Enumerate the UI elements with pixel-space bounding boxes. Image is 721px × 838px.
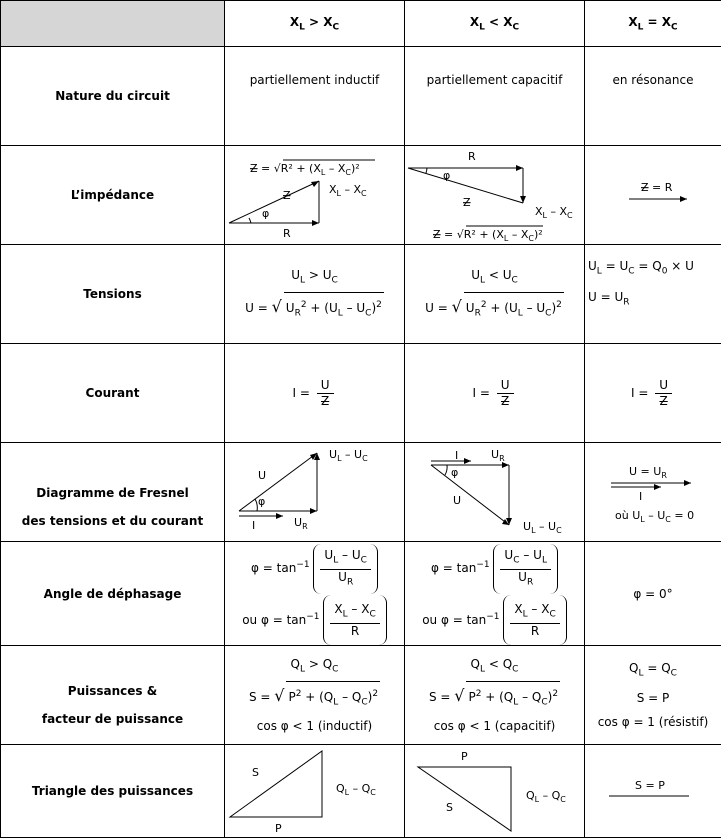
nature-capacitive: partiellement capacitif <box>405 47 585 146</box>
fresnel-side-capacitive: $U_L - U_C$ <box>523 520 562 535</box>
nature-resonance: en résonance <box>585 47 721 146</box>
fresnel-capacitive-cell <box>405 443 585 542</box>
impedance-hyp-capacitive: Z <box>463 196 471 209</box>
fresnel-diagram-inductive <box>225 443 405 542</box>
row-label-fresnel <box>1 443 225 542</box>
puissances-resonance-line2: S = P <box>585 686 721 710</box>
tensions-inductive-line2: U = √ $U_R^2 + (U_L - U_C)^2$ <box>225 292 404 325</box>
tensions-capacitive <box>405 245 585 344</box>
impedance-inductive-cell <box>225 146 405 245</box>
impedance-triangle-inductive <box>225 146 405 245</box>
angle-resonance: φ = 0° <box>585 542 721 646</box>
row-label-triangle: Triangle des puissances <box>1 745 225 838</box>
tensions-resonance <box>585 245 721 344</box>
power-triangle-capacitive <box>405 745 585 838</box>
impedance-side-inductive: $X_L - X_C$ <box>329 183 367 198</box>
row-courant <box>1 344 721 443</box>
triangle-resonance-cell <box>585 745 721 838</box>
tensions-inductive <box>225 245 405 344</box>
row-label-tensions: Tensions <box>1 245 225 344</box>
impedance-resonance-vector <box>585 146 721 245</box>
row-label-nature: Nature du circuit <box>1 47 225 146</box>
puissances-inductive-line2: S = √ $P^2 + (Q_L - Q_C)^2$ <box>225 681 404 714</box>
header-col-resonance: $X_L = X_C$ <box>585 1 721 47</box>
fresnel-UR-capacitive: $U_R$ <box>491 448 505 463</box>
triangle-capacitive-cell <box>405 745 585 838</box>
triangle-inductive-cell <box>225 745 405 838</box>
header-col-inductive: $X_L > X_C$ <box>225 1 405 47</box>
puissances-label-line1: Puissances & <box>1 657 224 705</box>
courant-fraction: $\frac{U}{Z}$ <box>317 378 334 409</box>
courant-prefix: I = <box>292 386 309 400</box>
fresnel-diagram-resonance <box>585 443 721 542</box>
power-S-inductive: S <box>252 766 259 779</box>
fresnel-angle-capacitive: φ <box>451 466 458 479</box>
impedance-side-capacitive: $X_L - X_C$ <box>535 205 573 220</box>
impedance-base-inductive: R <box>283 227 291 240</box>
angle-capacitive <box>405 542 585 646</box>
impedance-capacitive-cell <box>405 146 585 245</box>
puissances-capacitive <box>405 646 585 745</box>
fresnel-top-resonance: $U = U_R$ <box>629 465 667 480</box>
impedance-top-capacitive: R <box>468 150 476 163</box>
angle-inductive-line2: ou $\varphi = \tan^{-1}$ $\frac{X_L - X_C}{R}$ <box>225 594 404 646</box>
fresnel-I-resonance: I <box>639 490 642 503</box>
puissances-capacitive-line3: cos φ < 1 (capacitif) <box>405 714 584 738</box>
power-resonance-line <box>585 745 721 838</box>
tensions-capacitive-line2: U = √ $U_R^2 + (U_L - U_C)^2$ <box>405 292 584 325</box>
fresnel-label-line1: Diagramme de Fresnel <box>1 449 224 507</box>
power-top-capacitive: P <box>461 750 468 763</box>
fresnel-resonance-cell <box>585 443 721 542</box>
tensions-capacitive-line1: $U_L < U_C$ <box>405 263 584 292</box>
row-label-impedance: L’impédance <box>1 146 225 245</box>
impedance-resonance-cell <box>585 146 721 245</box>
fresnel-I-capacitive: I <box>455 449 458 462</box>
row-angle <box>1 542 721 646</box>
power-S-capacitive: S <box>446 801 453 814</box>
tensions-resonance-line1: $U_L = U_C = Q_0 \times U$ <box>588 253 721 284</box>
angle-inductive <box>225 542 405 646</box>
impedance-formula-inductive: $Z = √R^2 + (X_L - X_C)^2$ <box>250 162 360 177</box>
tensions-inductive-line1: $U_L > U_C$ <box>225 263 404 292</box>
angle-capacitive-line1: $\varphi = \tan^{-1}$ $\frac{U_C - U_L}{U_R}$ <box>405 542 584 594</box>
row-label-courant: Courant <box>1 344 225 443</box>
puissances-capacitive-line1: $Q_L < Q_C$ <box>405 652 584 681</box>
power-triangle-inductive <box>225 745 405 838</box>
fresnel-note-resonance: où $U_L - U_C = 0$ <box>615 509 694 524</box>
fresnel-label-line2: des tensions et du courant <box>1 507 224 535</box>
impedance-resonance-label: Z = R <box>641 181 673 194</box>
fresnel-I-inductive: I <box>252 519 255 532</box>
row-impedance <box>1 146 721 245</box>
angle-inductive-line1: $\varphi = \tan^{-1}$ $\frac{U_L - U_C}{U_R}$ <box>225 542 404 594</box>
row-tensions <box>1 245 721 344</box>
puissances-resonance-line3: cos φ = 1 (résistif) <box>585 710 721 734</box>
tensions-resonance-line2: $U = U_R$ <box>588 284 721 315</box>
power-side-inductive: $Q_L - Q_C$ <box>336 782 376 797</box>
impedance-angle-inductive: φ <box>262 207 269 220</box>
power-side-capacitive: $Q_L - Q_C$ <box>526 789 566 804</box>
header-col-capacitive: $X_L < X_C$ <box>405 1 585 47</box>
row-triangle <box>1 745 721 838</box>
puissances-resonance <box>585 646 721 745</box>
fresnel-UR-inductive: $U_R$ <box>294 516 308 531</box>
fresnel-angle-inductive: φ <box>258 495 265 508</box>
courant-fraction: $\frac{U}{Z}$ <box>497 378 514 409</box>
row-label-puissances <box>1 646 225 745</box>
row-fresnel <box>1 443 721 542</box>
nature-inductive: partiellement inductif <box>225 47 405 146</box>
power-base-inductive: P <box>275 822 282 835</box>
puissances-capacitive-line2: S = √ $P^2 + (Q_L - Q_C)^2$ <box>405 681 584 714</box>
header-corner <box>1 1 225 47</box>
puissances-resonance-line1: $Q_L = Q_C$ <box>585 656 721 685</box>
courant-inductive <box>225 344 405 443</box>
fresnel-diagram-capacitive <box>405 443 585 542</box>
row-label-angle: Angle de déphasage <box>1 542 225 646</box>
courant-prefix: I = <box>472 386 489 400</box>
courant-capacitive <box>405 344 585 443</box>
header-row <box>1 1 721 47</box>
row-puissances <box>1 646 721 745</box>
impedance-formula-capacitive: $Z = √R^2 + (X_L - X_C)^2$ <box>433 228 543 243</box>
puissances-inductive-line3: cos φ < 1 (inductif) <box>225 714 404 738</box>
courant-resonance <box>585 344 721 443</box>
fresnel-inductive-cell <box>225 443 405 542</box>
impedance-triangle-capacitive <box>405 146 585 245</box>
row-nature <box>1 47 721 146</box>
impedance-angle-capacitive: φ <box>443 169 450 182</box>
courant-prefix: I = <box>631 386 648 400</box>
power-resonance-label: S = P <box>635 779 665 792</box>
impedance-hyp-inductive: Z <box>283 189 291 202</box>
puissances-inductive-line1: $Q_L > Q_C$ <box>225 652 404 681</box>
fresnel-hyp-capacitive: U <box>453 494 461 507</box>
fresnel-top-inductive: $U_L - U_C$ <box>329 448 368 463</box>
puissances-label-line2: facteur de puissance <box>1 705 224 733</box>
courant-fraction: $\frac{U}{Z}$ <box>655 378 672 409</box>
puissances-inductive <box>225 646 405 745</box>
fresnel-hyp-inductive: U <box>258 469 266 482</box>
angle-capacitive-line2: ou $\varphi = \tan^{-1}$ $\frac{X_L - X_C}{R}$ <box>405 594 584 646</box>
